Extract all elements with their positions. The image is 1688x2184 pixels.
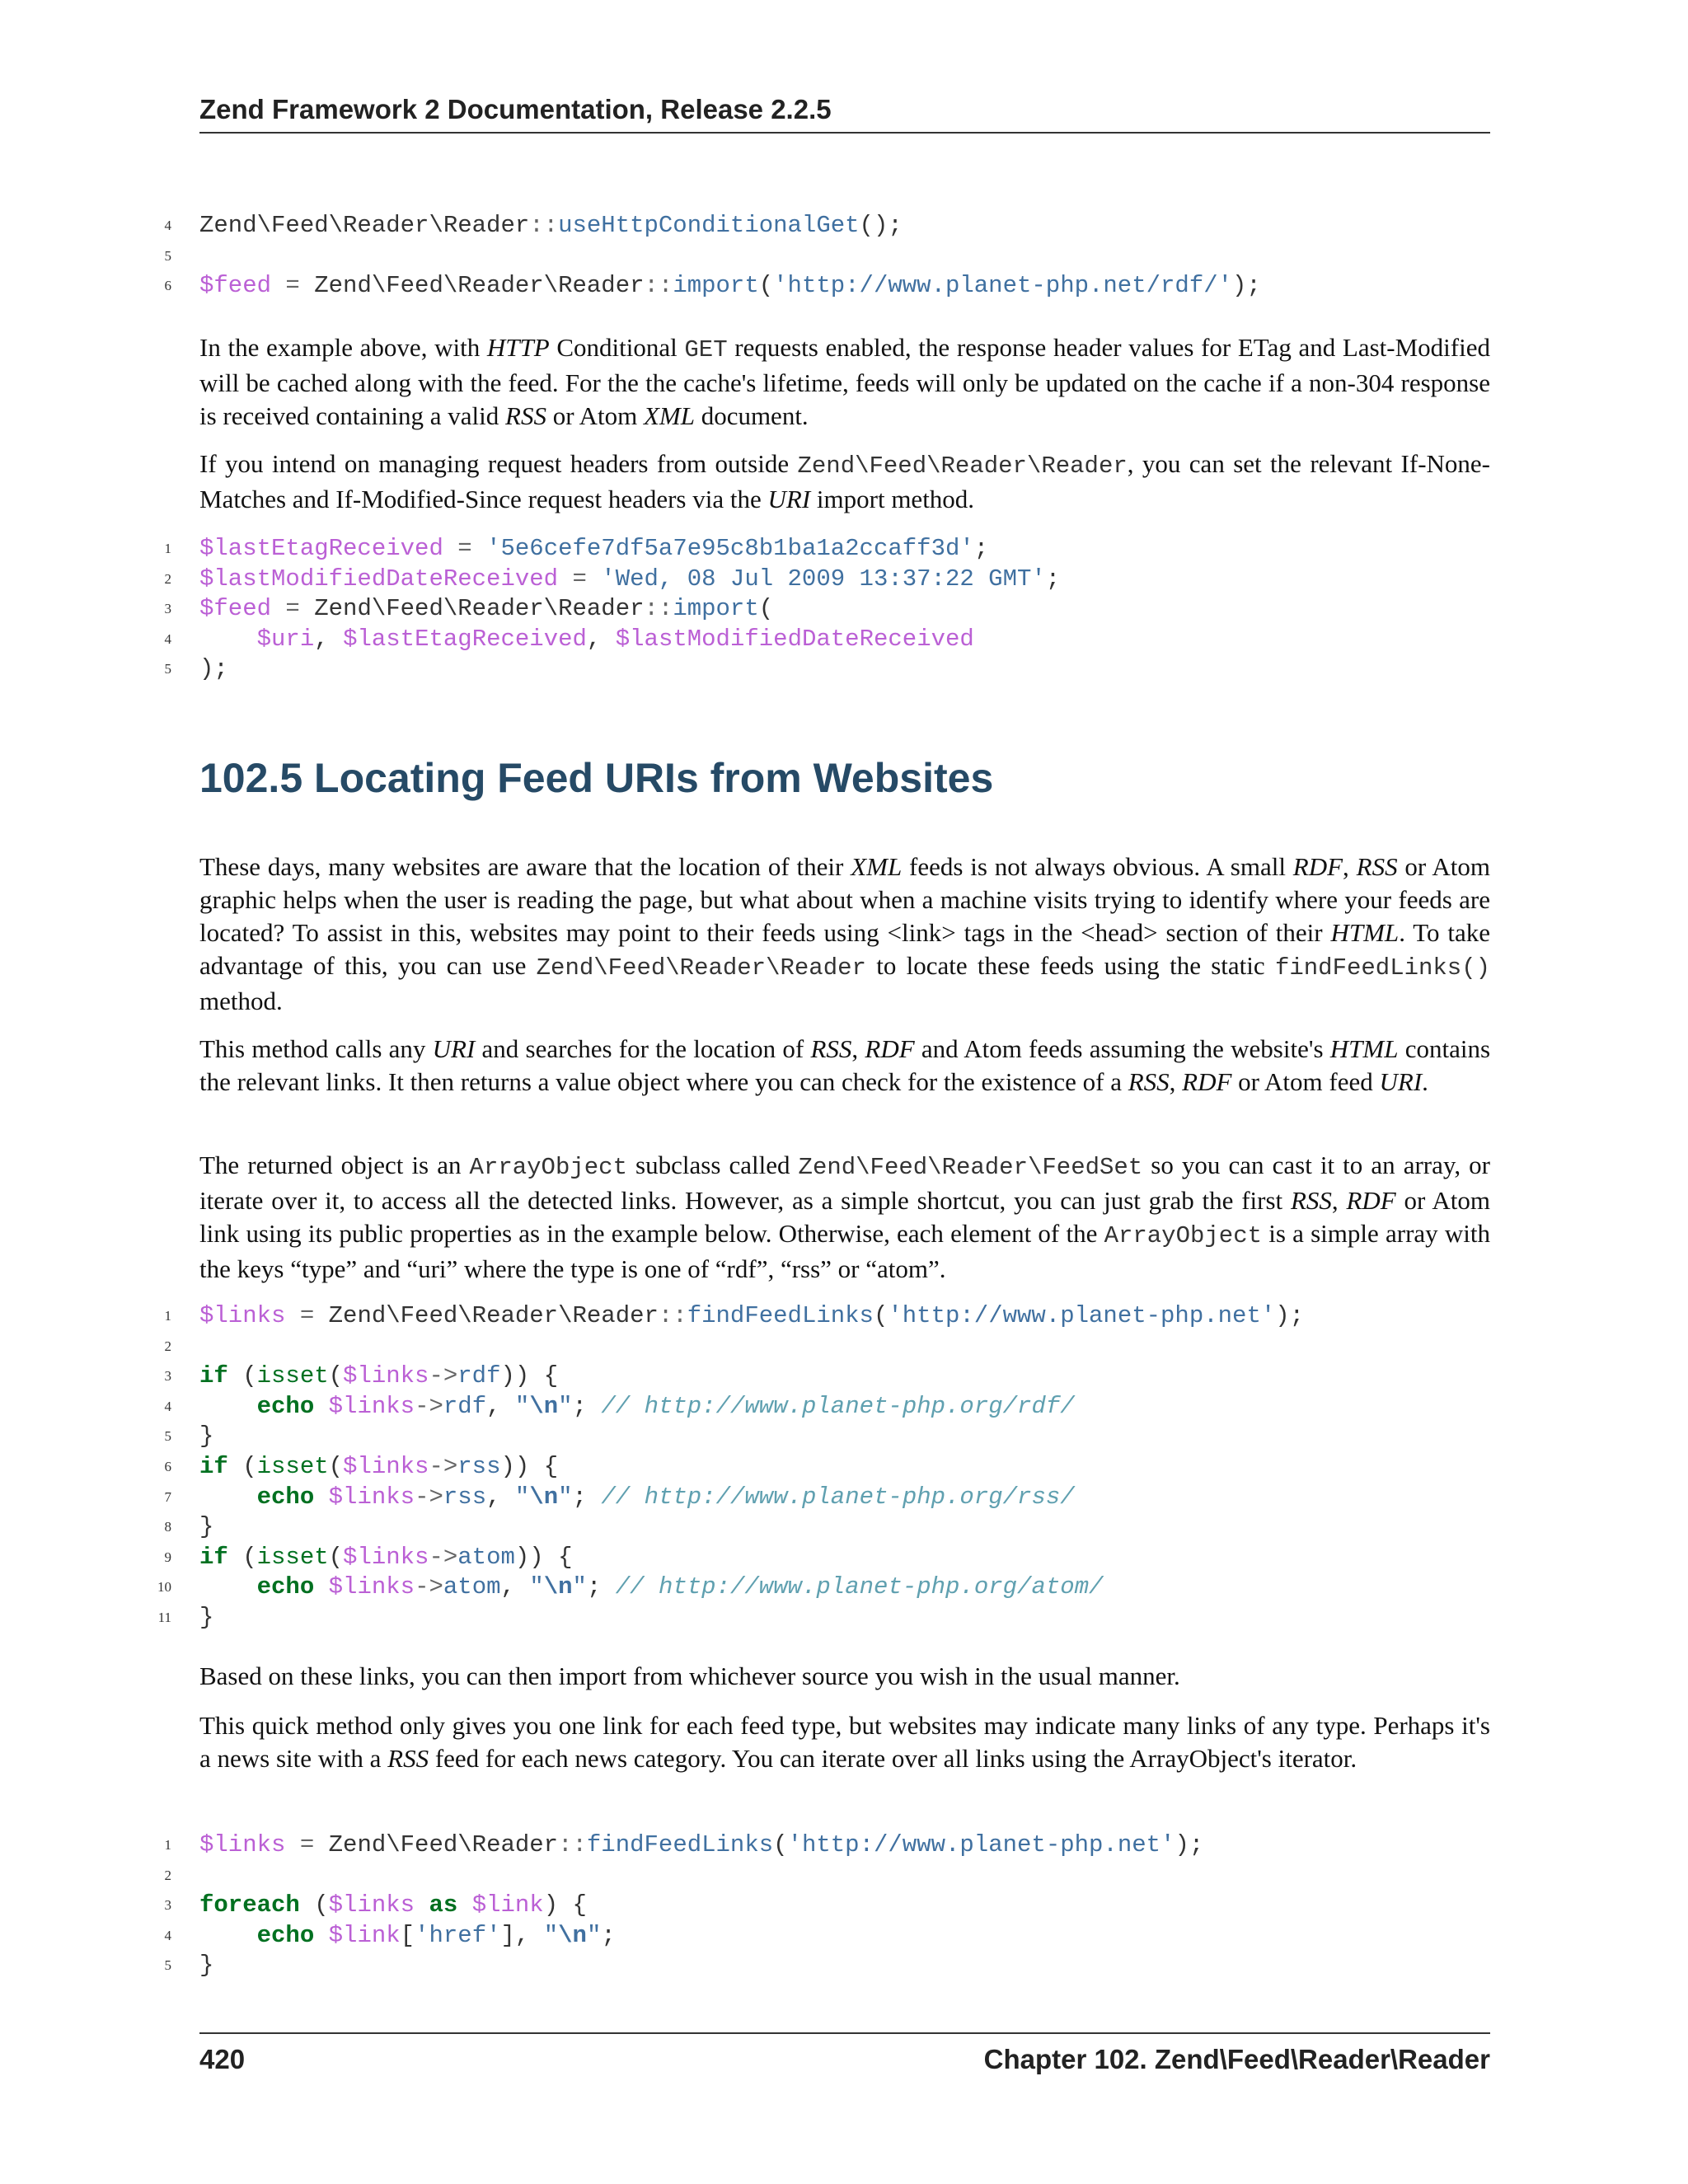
line-number: 5 bbox=[164, 1957, 171, 1974]
code-block-2 bbox=[157, 534, 1490, 685]
line-number: 4 bbox=[164, 630, 171, 647]
page-number: 420 bbox=[199, 2044, 246, 2074]
code-line bbox=[157, 241, 1490, 272]
paragraph: In the example above, with HTTP Conditional GET requests enabled, the response header values for ETag and Last-Modified will be cached along with the feed. For the the cache's lifetime, feeds will only be updated on the cache if a non-304 response is received containing a valid RSS or Atom XML document. bbox=[199, 333, 1490, 430]
code-line: 4 echo $links->rdf, "\n"; // http://www.planet-php.org/rdf/ bbox=[157, 1392, 1490, 1422]
section-title: Locating Feed URIs from Websites bbox=[314, 755, 994, 801]
code-block-3 bbox=[157, 1301, 1490, 1633]
code-token: import bbox=[673, 272, 759, 300]
line-number: 2 bbox=[164, 1867, 171, 1883]
code-token: :: bbox=[644, 272, 673, 300]
paragraph: If you intend on managing request headers from outside Zend\Feed\Reader\Reader, you can set the relevant If-None-Matches and If-Modified-Since request headers via the URI import method. bbox=[199, 449, 1490, 513]
line-number: 3 bbox=[164, 1368, 171, 1385]
code-line: 3 if (isset($links->rdf)) { bbox=[157, 1361, 1490, 1392]
code-token: (); bbox=[859, 212, 903, 239]
page-footer bbox=[199, 2032, 1490, 2083]
line-number: 6 bbox=[164, 1458, 171, 1474]
line-number: 3 bbox=[164, 601, 171, 617]
code-line: 8 } bbox=[157, 1512, 1490, 1543]
header-title: Zend Framework 2 Documentation, Release 2.2.5 bbox=[199, 94, 832, 124]
code-line: 5 } bbox=[157, 1422, 1490, 1452]
section-heading bbox=[199, 754, 993, 802]
line-number: 1 bbox=[164, 541, 171, 556]
code-line: 1 $lastEtagReceived = '5e6cefe7df5a7e95c8b1ba1a2ccaff3d'; bbox=[157, 534, 1490, 565]
line-number: 11 bbox=[157, 1609, 171, 1625]
line-number: 2 bbox=[164, 1338, 171, 1354]
paragraph: Based on these links, you can then import from whichever source you wish in the usual manner. bbox=[199, 1661, 1180, 1690]
code-line: 5 ); bbox=[157, 654, 1490, 685]
paragraph: This method calls any URI and searches for the location of RSS, RDF and Atom feeds assuming the website's HTML contains the relevant links. It then returns a value object where you can check for the existence of a RSS, RDF or Atom feed URI. bbox=[199, 1034, 1491, 1096]
paragraph: This quick method only gives you one link for each feed type, but websites may indicate many links of any type. Perhaps it's a news site with a RSS feed for each news category. You can iterate over all links using the ArrayObject's iterator. bbox=[199, 1711, 1490, 1773]
code-token: Zend\Feed\Reader\Reader bbox=[199, 212, 530, 239]
code-line: 1 $links = Zend\Feed\Reader\Reader::findFeedLinks('http://www.planet-php.net'); bbox=[157, 1301, 1490, 1332]
paragraph: The returned object is an ArrayObject subclass called Zend\Feed\Reader\FeedSet so you can cast it to an array, or iterate over it, to access all the detected links. However, as a simple shortcut, you can just grab the first RSS, RDF or Atom link using its public properties as in the example below. Otherwise, each element of the ArrayObject is a simple array with the keys “type” and “uri” where the type is one of “rdf”, “rss” or “atom”. bbox=[199, 1151, 1491, 1283]
page-header bbox=[199, 92, 1490, 134]
code-token: useHttpConditionalGet bbox=[558, 212, 860, 239]
code-token: 'http://www.planet-php.net/rdf/' bbox=[773, 272, 1233, 300]
code-token: Zend\Feed\Reader\Reader bbox=[314, 272, 645, 300]
code-line: 4 echo $link['href'], "\n"; bbox=[157, 1921, 1490, 1952]
line-number: 3 bbox=[164, 1897, 171, 1914]
code-line: 7 echo $links->rss, "\n"; // http://www.planet-php.org/rss/ bbox=[157, 1483, 1490, 1513]
code-line: 1 $links = Zend\Feed\Reader::findFeedLinks('http://www.planet-php.net'); bbox=[157, 1830, 1490, 1861]
paragraph: These days, many websites are aware that the location of their XML feeds is not always obvious. A small RDF, RSS or Atom graphic helps when the user is reading the page, but what about when a machine visits trying to identify where your feeds are located? To assist in this, websites may point to their feeds using <link> tags in the <head> section of their HTML. To take advantage of this, you can use Zend\Feed\Reader\Reader to locate these feeds using the static findFeedLinks() method. bbox=[199, 852, 1491, 1015]
line-number: 5 bbox=[164, 247, 171, 264]
code-token: ); bbox=[1232, 272, 1261, 300]
line-number: 2 bbox=[164, 570, 171, 587]
code-line: 10 echo $links->atom, "\n"; // http://www.planet-php.org/atom/ bbox=[157, 1572, 1490, 1603]
code-line: 5 } bbox=[157, 1951, 1490, 1981]
line-number: 5 bbox=[164, 661, 171, 677]
line-number: 1 bbox=[164, 1837, 171, 1853]
line-number: 9 bbox=[164, 1549, 171, 1565]
code-line bbox=[157, 271, 1490, 302]
code-line bbox=[157, 211, 1490, 241]
code-line: 2 $lastModifiedDateReceived = 'Wed, 08 Jul 2009 13:37:22 GMT'; bbox=[157, 565, 1490, 595]
chapter-title: Chapter 102. Zend\Feed\Reader\Reader bbox=[983, 2044, 1490, 2074]
code-line: 3 foreach ($links as $link) { bbox=[157, 1891, 1490, 1921]
code-line: 4 $uri, $lastEtagReceived, $lastModifiedDateReceived bbox=[157, 625, 1490, 655]
code-line: 6 if (isset($links->rss)) { bbox=[157, 1452, 1490, 1483]
code-block-4 bbox=[157, 1830, 1490, 1981]
line-number: 4 bbox=[164, 1398, 171, 1414]
code-token: = bbox=[285, 272, 300, 300]
section-number: 102.5 bbox=[199, 755, 303, 801]
code-token: ( bbox=[758, 272, 774, 300]
line-number: 4 bbox=[164, 1927, 171, 1943]
code-line: 9 if (isset($links->atom)) { bbox=[157, 1543, 1490, 1573]
line-number: 4 bbox=[164, 218, 171, 233]
code-token: :: bbox=[529, 212, 559, 239]
code-token: $feed bbox=[199, 272, 272, 300]
line-number: 1 bbox=[164, 1308, 171, 1324]
line-number: 7 bbox=[164, 1488, 171, 1505]
line-number: 10 bbox=[157, 1579, 171, 1596]
code-block-1 bbox=[157, 211, 1490, 302]
code-line bbox=[157, 1332, 1490, 1362]
line-number: 5 bbox=[164, 1428, 171, 1445]
line-number: 8 bbox=[164, 1519, 171, 1535]
code-line: 3 $feed = Zend\Feed\Reader\Reader::import( bbox=[157, 594, 1490, 625]
line-number: 6 bbox=[164, 278, 171, 294]
code-line: 11 } bbox=[157, 1603, 1490, 1633]
code-line bbox=[157, 1861, 1490, 1891]
